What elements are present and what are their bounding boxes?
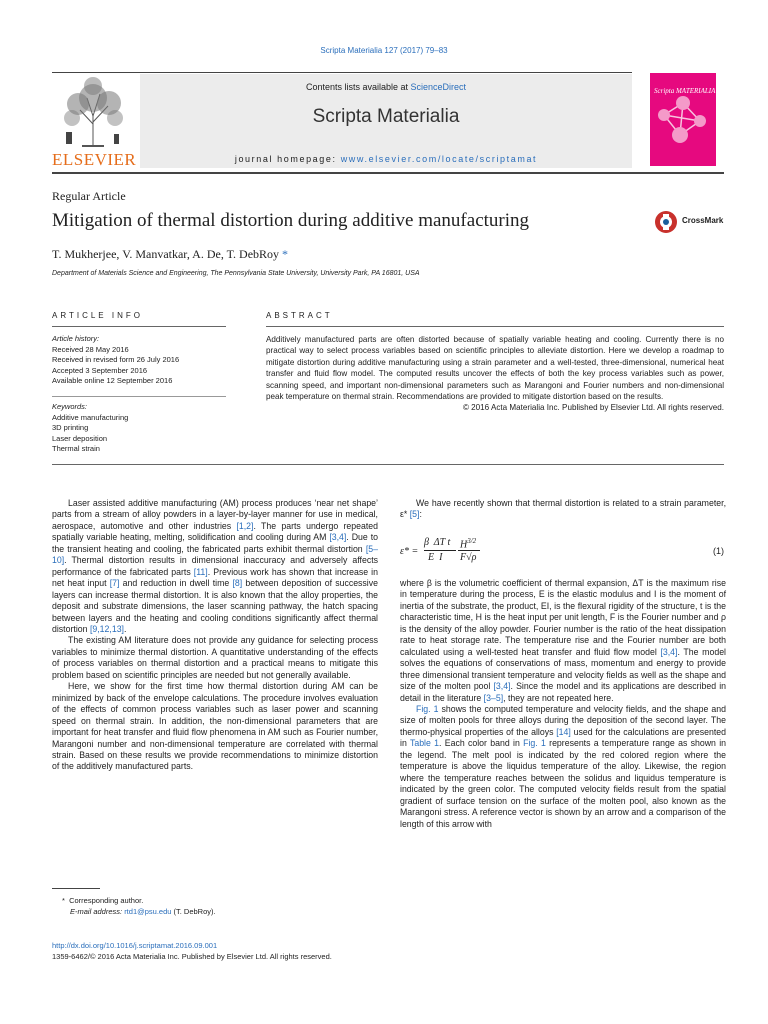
reference-link[interactable]: [3–5]	[483, 692, 504, 703]
crossmark-badge[interactable]	[654, 210, 724, 234]
cover-title: Scripta MATERIALIA	[654, 87, 716, 95]
keyword-item: Laser deposition	[52, 433, 108, 443]
paragraph: Fig. 1 shows the computed temperature and velocity fields, and the shape and size of molten pools for three alloys during the deposition of the second layer. The thermo-physical properties of the alloys [14] used for the calculations are presented in Table 1. Each color band in Fig. 1 represents a temperature range as shown in the legend. The melt pool is indicated by the red colored region where the temperature is above the liquidus temperature of the alloy. Likewise, the region where the temperature reaches between the solidus and liquidus temperature is indicated by the green color. The computed velocity fields result from the spatial gradient of surface tension on the surface of the molten pool, also known as the Marangoni stress. A reference vector is shown by an arrow and a comparison of the length of this arrow with	[400, 703, 726, 829]
keyword-item: Thermal strain	[52, 444, 100, 454]
contents-line	[140, 82, 632, 92]
issn-copyright: 1359-6462/© 2016 Acta Materialia Inc. Published by Elsevier Ltd. All rights reserved.	[52, 952, 332, 961]
footnote-rule	[52, 888, 100, 889]
paragraph: Here, we show for the first time how thermal distortion during AM can be minimized by back of the envelope calculations. The procedure involves evaluation of the effects of common process variables such as laser power and scanning speed on thermal strain. In addition, the non-dimensional parameters that are important for heat transfer and fluid flow phenomena in AM such as Fourier number, Marangoni number and non-dimensional temperature are correlated with thermal strain. Based on these results we provide recommendations to minimize distortion of the additively manufactured parts.	[52, 681, 378, 772]
reference-link[interactable]: [5]	[409, 509, 420, 520]
abstract-text: Additively manufactured parts are often distorted because of spatially variable heating and cooling. Currently there is no practical way to select process variables based on scientific principles to alleviate distortion. Here we develop a roadmap to mitigate distortion during additive manufacturing using a strain parameter and a well-tested, three-dimensional, numerical heat transfer and fluid flow model. The computed results uncover the effects of both the key process variables such as power, scanning speed, and important non-dimensional parameters such as Marangoni and Fourier numbers and non-dimensional peak temperature on thermal strain. Recommendations are provided to mitigate distortion based on the results.	[266, 335, 724, 402]
header-top-rule	[52, 72, 632, 73]
elsevier-wordmark: ELSEVIER	[52, 150, 137, 169]
keyword-item: Additive manufacturing	[52, 412, 129, 422]
paragraph: Laser assisted additive manufacturing (AM) process produces ‘near net shape’ parts from a stream of alloy powders in a layer-by-layer manner for use in medical, aerospace, automotive and other industries [1,2]. The parts undergo repeated spatially variable heating, melting, solidification and cooling during AM [3,4]. Due to the transient heating and cooling, the fabricated parts exhibit thermal distortion [5–10]. Thermal distortion results in dimensional inaccuracy and adversely affects performance of the fabricated parts [11]. Previous work has shown that increase in net heat input [7] and reduction in dwell time [8] between deposition of successive layers can increase thermal distortion. It is also known that the alloy properties, the deposit and substrate dimensions, the laser scanning pathway, the hatch spacing between layers and the heating and cooling conditions significantly affect thermal distortion [9,12,13].	[52, 498, 378, 634]
reference-link[interactable]: [3,4]	[493, 681, 511, 692]
authors-text: T. Mukherjee, V. Manvatkar, A. De, T. DebRoy	[52, 247, 280, 261]
reference-link[interactable]: [8]	[232, 578, 243, 589]
journal-title: Scripta Materialia	[312, 106, 460, 127]
corresponding-author-mark[interactable]: *	[282, 247, 289, 261]
keywords-block	[52, 402, 232, 455]
body-left-column	[52, 498, 378, 773]
reference-link[interactable]: [3,4]	[660, 646, 678, 657]
keywords-label: Keywords:	[52, 402, 88, 411]
footnote-email: E-mail address: rtd1@psu.edu (T. DebRoy).	[70, 907, 216, 916]
abstract-body	[266, 334, 724, 414]
paragraph: where β is the volumetric coefficient of thermal expansion, ΔT is the maximum rise in temperature during the process, E is the elastic modulus and I is the moment of inertia of the substrate, the product, EI, is the flexural rigidity of the structure, t is the characteristic time, H is the heat input per unit length, F is the Fourier number and ρ is the density of the alloy powder. Fourier number is the ratio of the heat dissipation rate to heat storage rate. The temperature rise and the Fourier number are both calculated using a well-tested heat transfer and fluid flow model [3,4]. The model solves the equations of conservations of mass, momentum and energy to provide three dimensional transient temperature and velocity fields as well as the shape and size of the molten pool [3,4]. Since the model and its applications are described in detail in the literature [3–5], they are not repeated here.	[400, 578, 727, 703]
reference-link[interactable]: [14]	[556, 726, 571, 737]
article-info-rule	[52, 326, 226, 327]
keywords-rule	[52, 396, 226, 397]
article-title: Mitigation of thermal distortion during additive manufacturing	[52, 210, 530, 231]
paragraph: The existing AM literature does not provide any guidance for selecting process variables to minimize thermal distortion. A quantitative understanding of the effects of process variables on thermal distortion and a practical means to mitigate this problem based on scientific principles are needed but not generally available.	[52, 635, 378, 680]
figure-link[interactable]: Fig. 1	[416, 703, 439, 714]
reference-link[interactable]: [1,2]	[236, 520, 254, 531]
author-list	[52, 247, 288, 262]
article-history	[52, 334, 232, 387]
reference-link[interactable]: [9,12,13]	[89, 623, 124, 634]
doi-link[interactable]: http://dx.doi.org/10.1016/j.scriptamat.2016.09.001	[52, 941, 218, 950]
abstract-bottom-rule	[52, 464, 724, 465]
equation-lhs: ε* =	[400, 546, 419, 557]
sciencedirect-link[interactable]: ScienceDirect	[410, 82, 467, 92]
keyword-item: 3D printing	[52, 423, 89, 433]
abstract-heading: ABSTRACT	[266, 311, 333, 320]
reference-link[interactable]: [11]	[193, 566, 208, 577]
journal-cover-image	[650, 73, 716, 166]
body-right-column-top	[400, 498, 726, 521]
body-right-column-main	[400, 578, 726, 830]
homepage-prefix: journal homepage:	[234, 154, 341, 164]
homepage-link[interactable]: www.elsevier.com/locate/scriptamat	[340, 154, 538, 164]
reference-link[interactable]: [5–10]	[52, 543, 378, 566]
journal-homepage	[140, 154, 632, 164]
contents-prefix: Contents lists available at	[305, 82, 411, 92]
equation-fraction-bar	[458, 550, 480, 551]
history-online: Available online 12 September 2016	[52, 376, 173, 386]
paragraph: We have recently shown that thermal distortion is related to a strain parameter, ε* [5]:	[400, 498, 726, 520]
crossmark-icon	[654, 210, 678, 234]
equation-fraction-2-den: F√ρ	[460, 552, 477, 563]
equation-fraction-1-den: E I	[428, 552, 443, 563]
footnote-corresponding: * Corresponding author.	[62, 896, 144, 905]
header-bottom-rule	[52, 172, 724, 174]
email-link[interactable]: rtd1@psu.edu	[124, 907, 172, 916]
abstract-copyright: © 2016 Acta Materialia Inc. Published by Elsevier Ltd. All rights reserved.	[462, 403, 724, 413]
journal-citation[interactable]: Scripta Materialia 127 (2017) 79–83	[320, 46, 448, 55]
crossmark-label: CrossMark	[682, 216, 724, 225]
table-link[interactable]: Table 1	[409, 738, 440, 749]
equation-1	[400, 537, 724, 565]
history-label: Article history:	[52, 334, 100, 343]
reference-link[interactable]: [3,4]	[329, 532, 347, 543]
article-info-heading: ARTICLE INFO	[52, 311, 143, 320]
history-received: Received 28 May 2016	[52, 344, 129, 354]
footnote	[62, 895, 216, 917]
article-type: Regular Article	[52, 189, 126, 203]
equation-fraction-1-num: β ΔT t	[424, 537, 451, 548]
equation-fraction-2-num: $H^{3/2}$	[460, 537, 477, 551]
equation-number: (1)	[713, 546, 724, 556]
author-affiliation: Department of Materials Science and Engineering, The Pennsylvania State University, University Park, PA 16801, USA	[52, 270, 420, 277]
history-accepted: Accepted 3 September 2016	[52, 365, 148, 375]
reference-link[interactable]: [7]	[109, 578, 120, 589]
equation-fraction-bar	[424, 550, 456, 551]
history-revised: Received in revised form 26 July 2016	[52, 355, 180, 365]
abstract-rule	[266, 326, 724, 327]
page-footer	[52, 940, 332, 962]
figure-link[interactable]: Fig. 1	[523, 738, 546, 749]
